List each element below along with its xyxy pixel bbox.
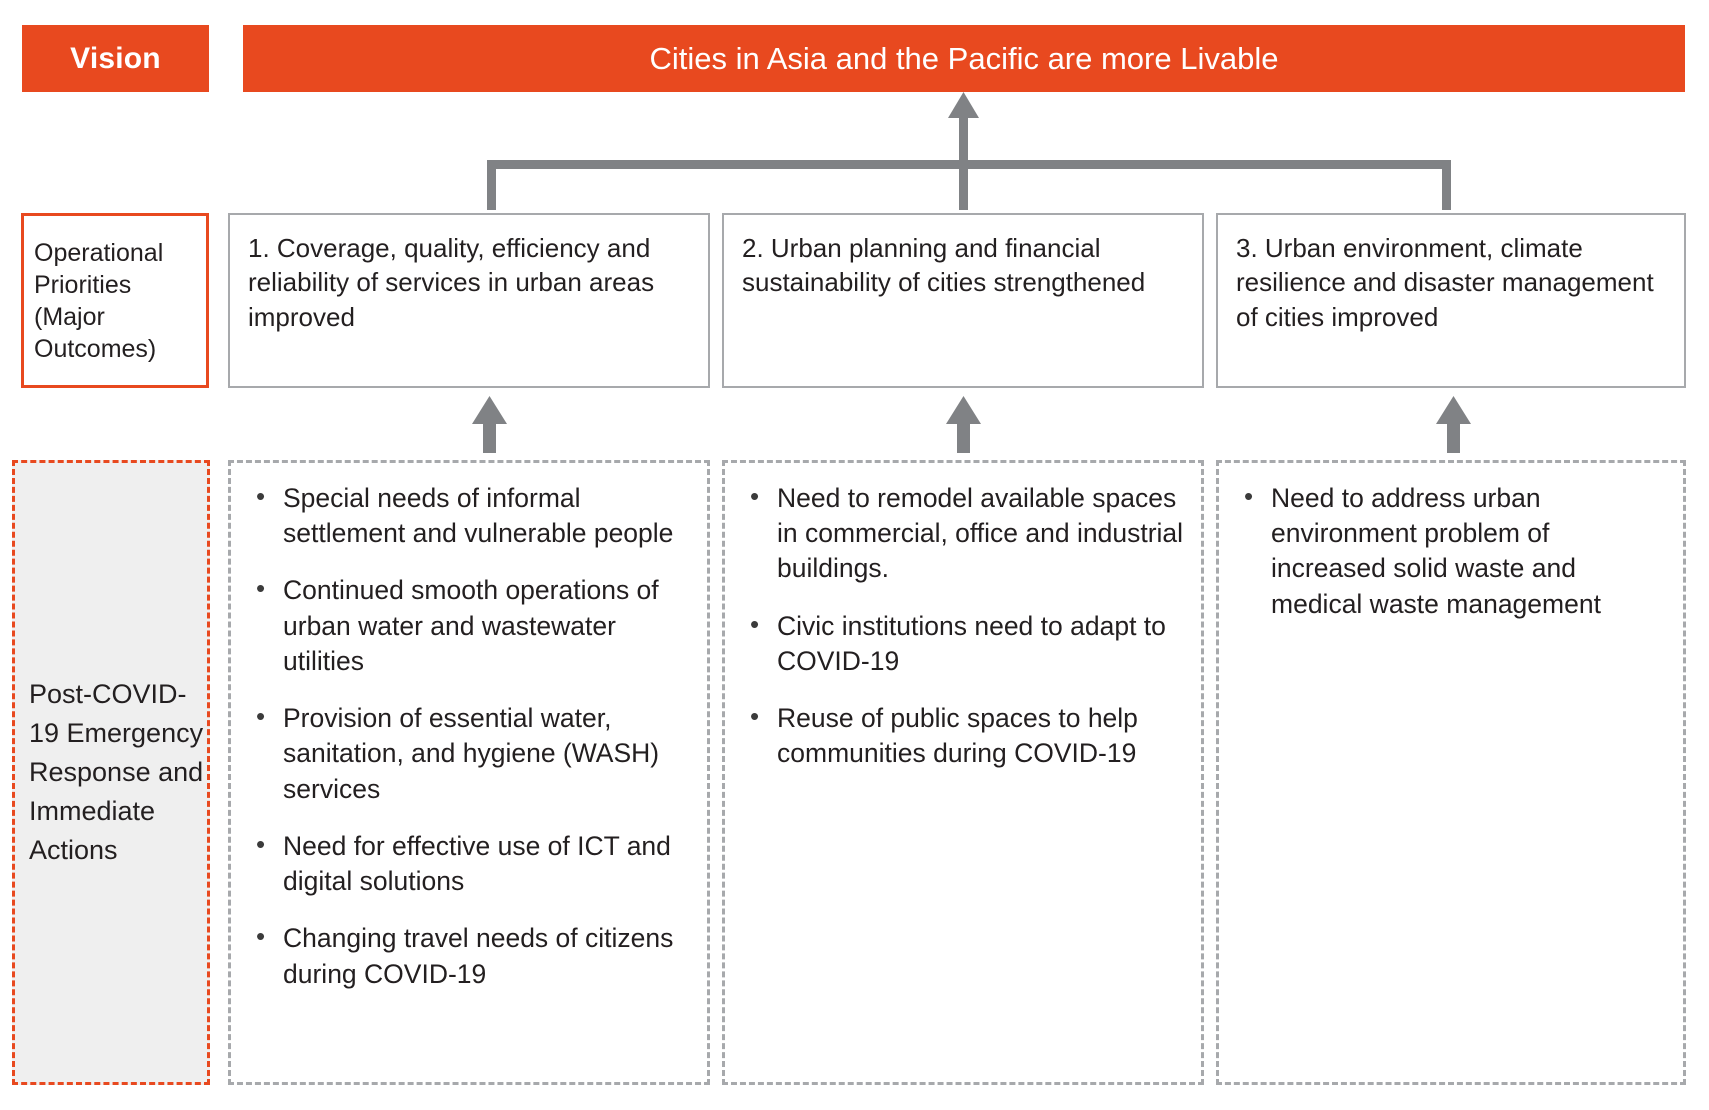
operational-priority-2: 2. Urban planning and financial sustainability of cities strengthened (722, 213, 1204, 388)
list-item: • Need to address urban environment problem of increased solid waste and medical waste management (1271, 481, 1671, 622)
post-covid-column-3 (1216, 460, 1686, 1085)
vision-statement: Cities in Asia and the Pacific are more Livable (243, 25, 1685, 92)
operational-priority-1: 1. Coverage, quality, efficiency and reliability of services in urban areas improved (228, 213, 710, 388)
list-item: • Continued smooth operations of urban water and wastewater utilities (283, 573, 695, 679)
list-item: • Special needs of informal settlement and vulnerable people (283, 481, 695, 551)
operational-priorities-label: Operational Priorities (Major Outcomes) (21, 213, 209, 388)
list-item: • Provision of essential water, sanitation, and hygiene (WASH) services (283, 701, 695, 807)
bullet-list (1233, 481, 1671, 622)
list-item: • Need to remodel available spaces in commercial, office and industrial buildings. (777, 481, 1189, 587)
vision-label: Vision (22, 25, 209, 92)
bullet-list (739, 481, 1189, 772)
list-item: • Changing travel needs of citizens during COVID-19 (283, 921, 695, 991)
post-covid-column-1 (228, 460, 710, 1085)
post-covid-column-2 (722, 460, 1204, 1085)
list-item: • Reuse of public spaces to help communities during COVID-19 (777, 701, 1189, 771)
list-item: • Need for effective use of ICT and digital solutions (283, 829, 695, 899)
operational-priority-3: 3. Urban environment, climate resilience and disaster management of cities improved (1216, 213, 1686, 388)
list-item: • Civic institutions need to adapt to COVID-19 (777, 609, 1189, 679)
bullet-list (245, 481, 695, 992)
post-covid-label: Post-COVID-19 Emergency Response and Immediate Actions (12, 460, 210, 1085)
